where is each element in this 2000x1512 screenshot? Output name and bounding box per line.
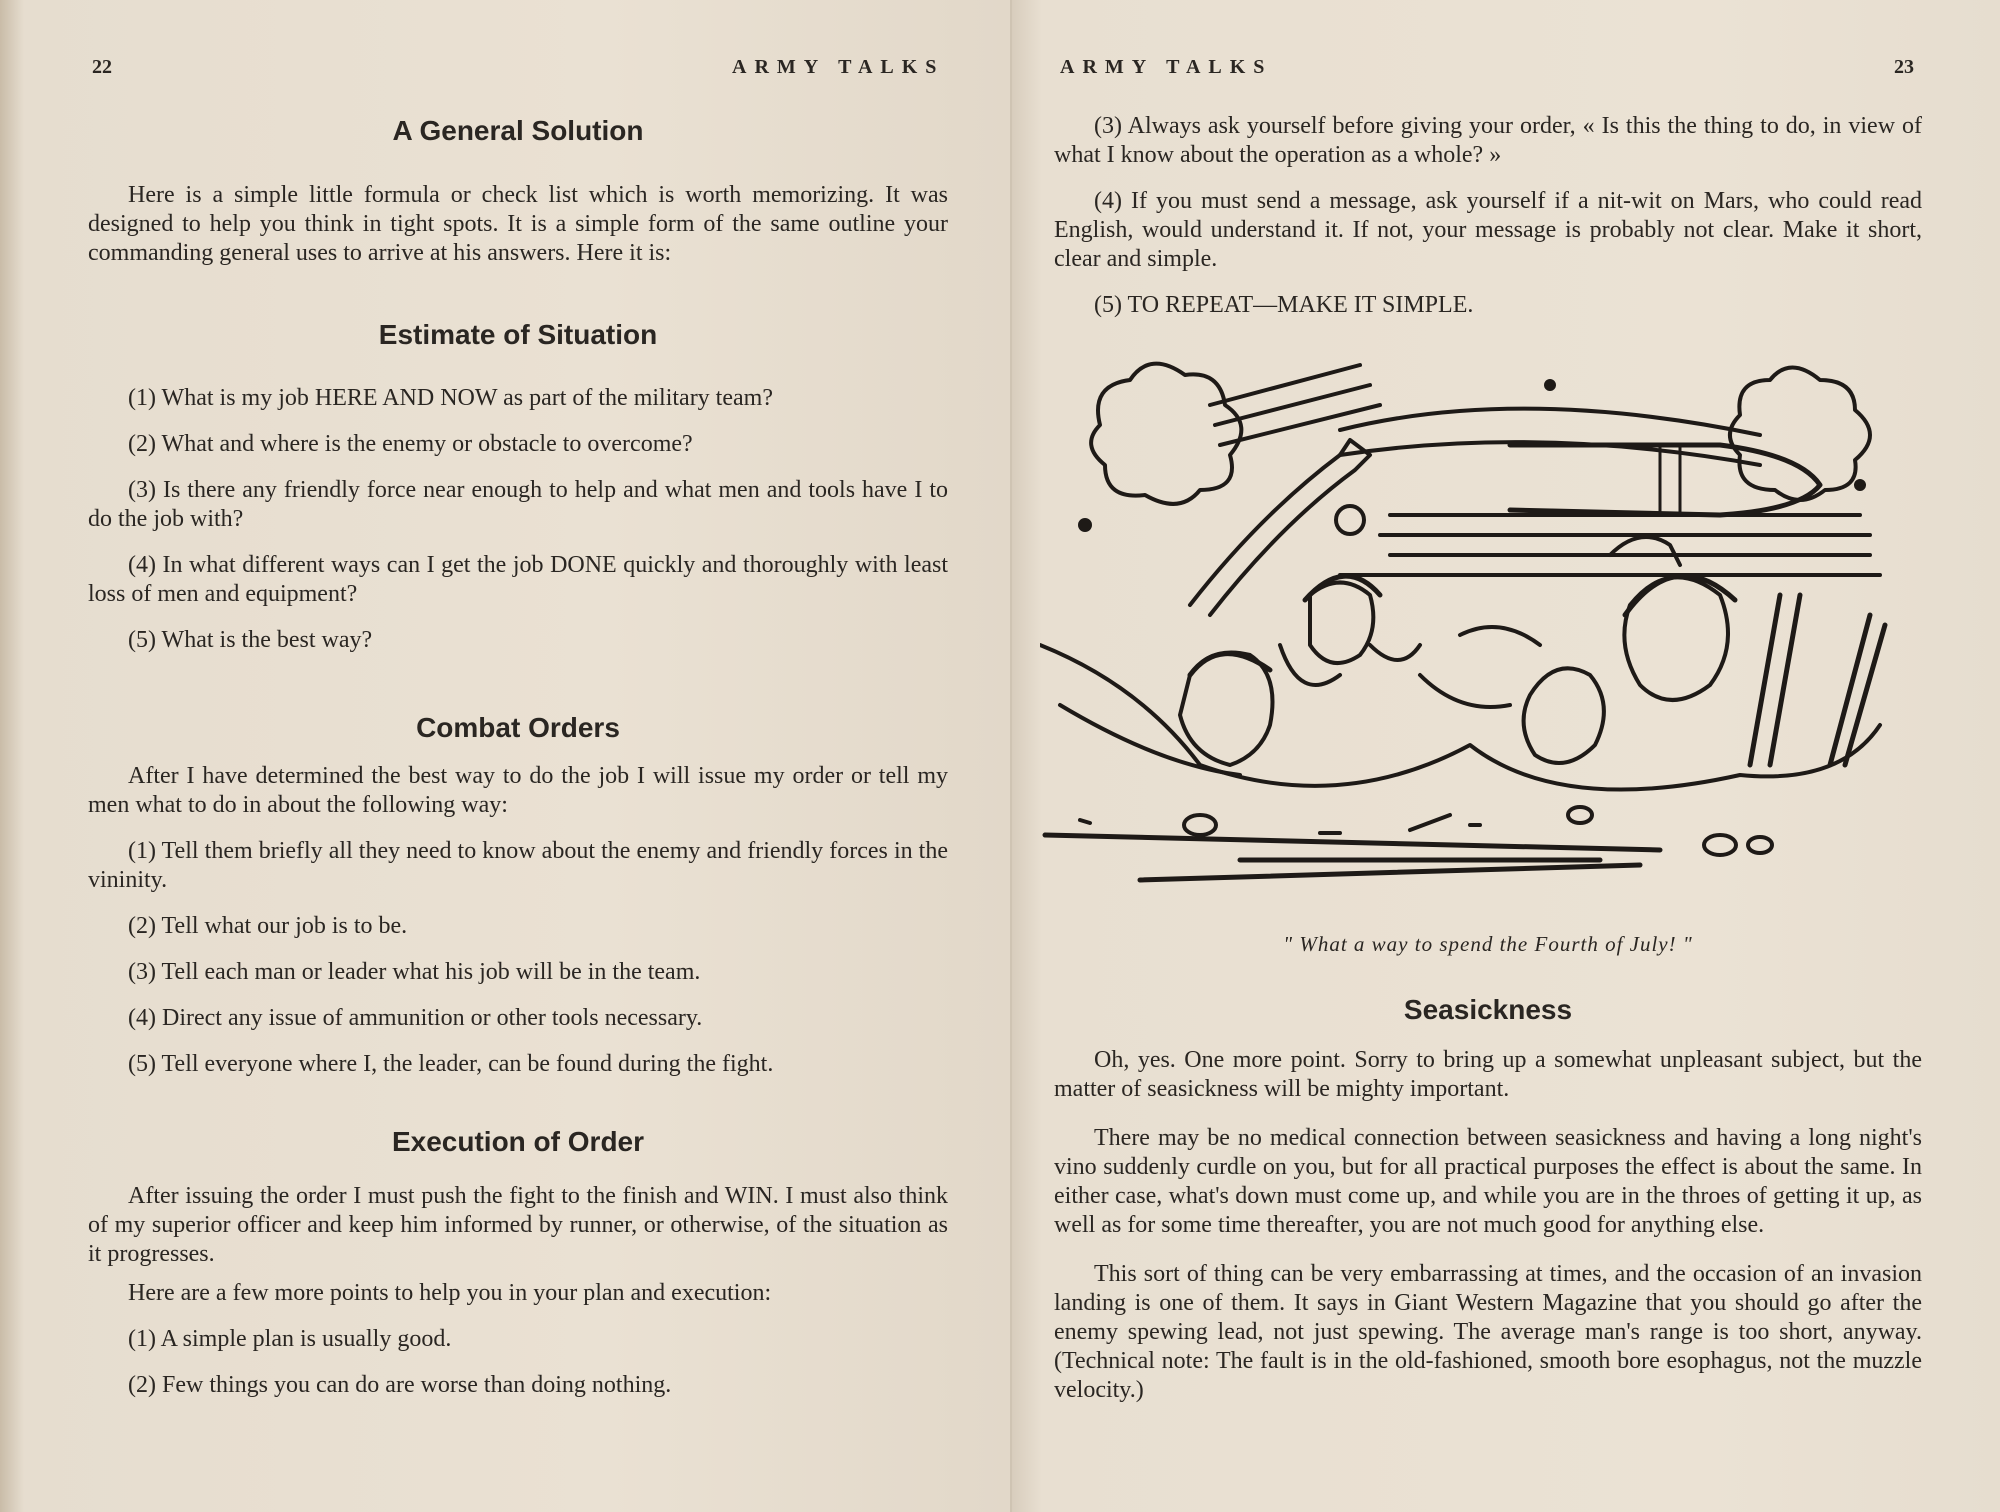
combat-item-2: (2) Tell what our job is to be. bbox=[128, 913, 408, 939]
right-page-number: 23 bbox=[1894, 56, 1914, 78]
continued-item-3: (3) Always ask yourself before giving your order, « Is this the thing to do, in view of what I know about the operation as a whole? » bbox=[1054, 113, 1922, 168]
soldier-left-2 bbox=[1310, 583, 1373, 664]
left-column bbox=[88, 112, 948, 1400]
debris-1 bbox=[1184, 815, 1216, 835]
debris-3 bbox=[1704, 835, 1736, 855]
continued-item-5: (5) TO REPEAT—MAKE IT SIMPLE. bbox=[1094, 292, 1474, 318]
speed-lines-top bbox=[1210, 365, 1760, 465]
continued-item-4: (4) If you must send a message, ask yourself if a nit-wit on Mars, who could read English, would understand it. If not, your message is probably not clear. Make it short, clear and simple. bbox=[1054, 188, 1922, 272]
debris-2 bbox=[1568, 807, 1592, 823]
combat-intro: After I have determined the best way to do the job I will issue my order or tell my men what to do in about the following way: bbox=[88, 763, 948, 818]
right-top-column bbox=[1054, 112, 1922, 320]
artillery-shell bbox=[1510, 445, 1820, 515]
seasickness-para-2: There may be no medical connection between seasickness and having a long night's vino suddenly curdle on you, but for all practical purposes the effect is about the same. In either case, what's down must come up, and while you are in the throes of getting it up, as well as for some time thereafter, you are not much good for anything else. bbox=[1054, 1125, 1922, 1238]
general-solution-intro: Here is a simple little formula or check list which is worth memorizing. It was designed to help you think in tight spots. It is a simple form of the same outline your commanding general uses to arrive at his answers. Here it is: bbox=[88, 182, 948, 266]
heading-seasickness: Seasickness bbox=[1403, 994, 1573, 1025]
ground-line bbox=[1045, 835, 1660, 880]
estimate-item-1: (1) What is my job HERE AND NOW as part of the military team? bbox=[128, 385, 773, 411]
falling-rifle bbox=[1190, 440, 1370, 615]
soldier-right-1 bbox=[1524, 668, 1604, 763]
heading-combat-orders: Combat Orders bbox=[416, 712, 620, 743]
heading-general-solution: A General Solution bbox=[392, 115, 644, 146]
soldier-left-1-helmet bbox=[1190, 654, 1270, 675]
trajectory-lines bbox=[1340, 515, 1880, 575]
cartoon-caption: " What a way to spend the Fourth of July! " bbox=[1283, 932, 1693, 956]
left-page-number: 22 bbox=[92, 56, 112, 78]
execution-item-2: (2) Few things you can do are worse than doing nothing. bbox=[128, 1372, 672, 1398]
heading-estimate: Estimate of Situation bbox=[378, 319, 658, 350]
rifle-right-2 bbox=[1830, 615, 1885, 765]
seasickness-para-1: Oh, yes. One more point. Sorry to bring up a somewhat unpleasant subject, but the matter of seasickness will be mighty important. bbox=[1054, 1047, 1922, 1102]
cartoon-illustration bbox=[1040, 345, 1900, 925]
combat-item-1: (1) Tell them briefly all they need to know about the enemy and friendly forces in the vininity. bbox=[88, 838, 948, 893]
right-bottom-column bbox=[1054, 995, 1922, 1405]
combat-item-4: (4) Direct any issue of ammunition or other tools necessary. bbox=[128, 1005, 703, 1031]
execution-item-1: (1) A simple plan is usually good. bbox=[128, 1326, 452, 1352]
right-running-head: ARMY TALKS bbox=[1060, 56, 1273, 78]
execution-para-2: Here are a few more points to help you in your plan and execution: bbox=[128, 1280, 772, 1306]
estimate-item-5: (5) What is the best way? bbox=[128, 627, 373, 653]
seasickness-para-3: This sort of thing can be very embarrassing at times, and the occasion of an invasion landing is one of them. It says in Giant Western Magazine that you should go after the enemy spewing lead, not just spewing. The average man's range is too short, anyway. (Technical note: The fault is in the old-fashioned, smooth bore esophagus, not the muzzle velocity.) bbox=[1054, 1261, 1922, 1403]
estimate-item-2: (2) What and where is the enemy or obstacle to overcome? bbox=[128, 431, 693, 457]
foxhole-mound bbox=[1040, 645, 1880, 790]
execution-para-1: After issuing the order I must push the fight to the finish and WIN. I must also think of my superior officer and keep him informed by runner, or otherwise, of the situation as it progresses. bbox=[88, 1183, 948, 1267]
explosion-cloud-left bbox=[1091, 364, 1241, 504]
combat-item-5: (5) Tell everyone where I, the leader, can be found during the fight. bbox=[128, 1051, 774, 1077]
rifle-right-1 bbox=[1750, 595, 1800, 765]
combat-item-3: (3) Tell each man or leader what his job will be in the team. bbox=[128, 959, 701, 985]
debris-4 bbox=[1748, 837, 1772, 853]
estimate-item-3: (3) Is there any friendly force near enough to help and what men and tools have I to do the job with? bbox=[88, 477, 948, 532]
heading-execution: Execution of Order bbox=[391, 1126, 645, 1157]
left-running-head: ARMY TALKS bbox=[732, 56, 945, 78]
caption-area bbox=[1054, 930, 1922, 959]
estimate-item-4: (4) In what different ways can I get the job DONE quickly and thoroughly with least loss of men and equipment? bbox=[88, 552, 948, 607]
spark-1 bbox=[1336, 506, 1364, 534]
